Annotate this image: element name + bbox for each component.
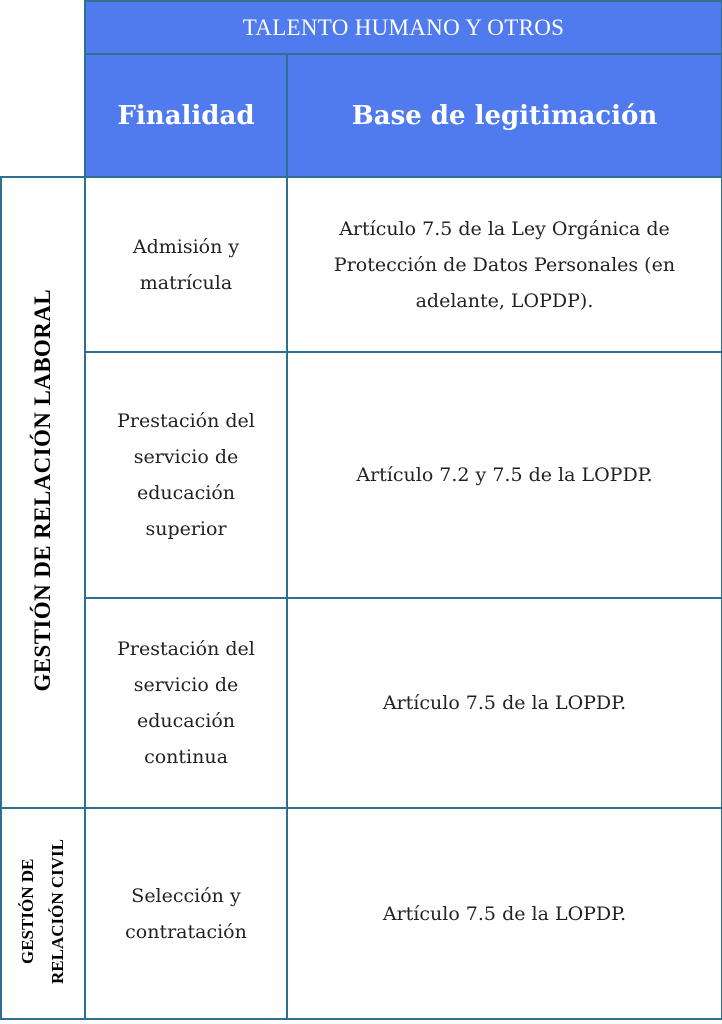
finalidad-line: matrícula <box>139 271 233 294</box>
group-label-line: RELACIÓN CIVIL <box>48 838 67 984</box>
base-line: Artículo 7.5 de la LOPDP. <box>382 902 627 925</box>
base-line: adelante, LOPDP). <box>415 289 594 312</box>
finalidad-line: Selección y <box>131 884 241 907</box>
finalidad-line: educación <box>136 710 235 732</box>
corner-blank-2 <box>1 54 85 177</box>
header-finalidad: Finalidad <box>85 54 287 177</box>
group-label: GESTIÓN DE RELACIÓN LABORAL <box>30 288 55 692</box>
table-row <box>1 598 722 808</box>
base-line: Artículo 7.5 de la Ley Orgánica de <box>339 217 670 240</box>
base-line: Artículo 7.5 de la LOPDP. <box>382 692 627 714</box>
group-relacion-laboral <box>1 177 85 808</box>
table-row <box>1 352 722 598</box>
base-cell <box>287 177 722 352</box>
finalidad-line: Prestación del <box>117 638 255 660</box>
finalidad-cell <box>85 598 287 808</box>
finalidad-line: servicio de <box>133 446 239 468</box>
table-row <box>1 177 722 352</box>
finalidad-line: educación <box>136 482 235 504</box>
finalidad-cell <box>85 808 287 1019</box>
base-cell <box>287 808 722 1019</box>
base-line: Protección de Datos Personales (en <box>333 253 676 276</box>
base-cell <box>287 598 722 808</box>
finalidad-line: continua <box>144 746 228 768</box>
group-label <box>13 839 73 984</box>
base-line: Artículo 7.2 y 7.5 de la LOPDP. <box>356 464 653 486</box>
header-base-legitimacion: Base de legitimación <box>287 54 722 177</box>
finalidad-cell <box>85 352 287 598</box>
banner-row <box>1 1 722 54</box>
finalidad-cell <box>85 177 287 352</box>
finalidad-line: Admisión y <box>132 235 240 258</box>
corner-blank <box>1 1 85 54</box>
header-row <box>1 54 722 177</box>
base-cell <box>287 352 722 598</box>
finalidad-line: superior <box>145 518 227 540</box>
finalidad-line: servicio de <box>133 674 239 696</box>
group-relacion-civil <box>1 808 85 1019</box>
group-label-line: GESTIÓN DE <box>18 858 37 964</box>
finalidad-line: contratación <box>125 920 247 943</box>
finalidad-line: Prestación del <box>117 410 255 432</box>
table-row <box>1 808 722 1019</box>
table-banner: TALENTO HUMANO Y OTROS <box>85 1 722 54</box>
